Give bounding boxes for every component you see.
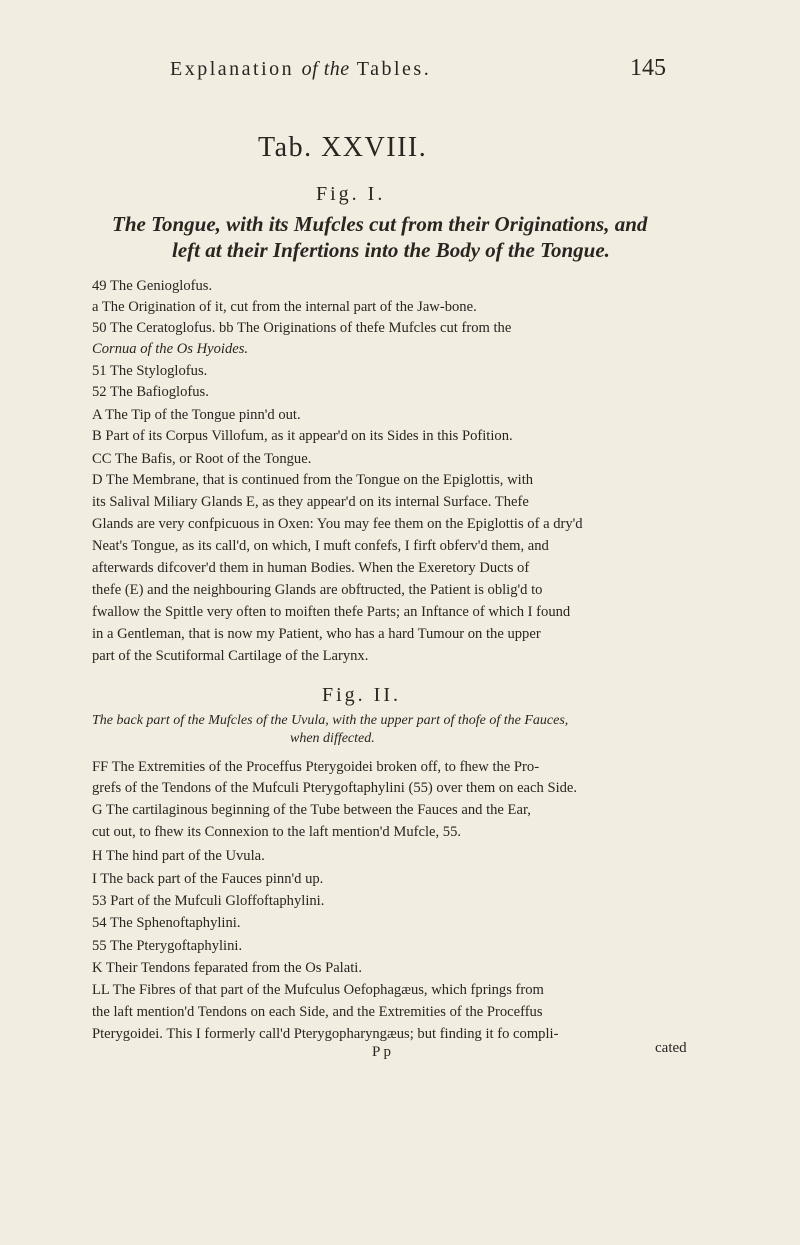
fig2-line-11: the laft mention'd Tendons on each Side, and the Extremities of the Proceffus	[92, 1004, 543, 1020]
fig1-line-2: 50 The Ceratoglofus. bb The Originations of thefe Mufcles cut from the	[92, 320, 512, 336]
fig2-title-line1: The back part of the Mufcles of the Uvula, with the upper part of thofe of the Fauces,	[92, 713, 569, 728]
header-right: Tables.	[356, 58, 432, 80]
fig2-line-12: Pterygoidei. This I formerly call'd Pterygopharyngæus; but finding it fo compli-	[92, 1026, 559, 1042]
fig1-line-12: Neat's Tongue, as its call'd, on which, I muft confefs, I firft obferv'd them, and	[92, 538, 549, 554]
table-title: Tab. XXVIII.	[258, 132, 428, 163]
header-of-the: of the	[301, 58, 350, 80]
fig1-line-5: 52 The Bafioglofus.	[92, 384, 209, 400]
fig1-line-11: Glands are very confpicuous in Oxen: You may fee them on the Epiglottis of a dry'd	[92, 516, 583, 532]
fig2-line-7: 54 The Sphenoftaphylini.	[92, 915, 241, 931]
page-number: 145	[630, 55, 666, 81]
fig2-line-5: I The back part of the Fauces pinn'd up.	[92, 871, 324, 887]
fig2-line-10: LL The Fibres of that part of the Mufculus Oefophagæus, which fprings from	[92, 982, 544, 998]
catchword: cated	[655, 1040, 687, 1056]
fig1-line-16: in a Gentleman, that is now my Patient, who has a hard Tumour on the upper	[92, 626, 541, 642]
fig1-line-17: part of the Scutiformal Cartilage of the Larynx.	[92, 648, 369, 664]
fig1-line-10: its Salival Miliary Glands E, as they appear'd on its internal Surface. Thefe	[92, 494, 529, 510]
fig2-line-0: FF The Extremities of the Proceffus Pterygoidei broken off, to fhew the Pro-	[92, 759, 540, 775]
fig2-line-3: cut out, to fhew its Connexion to the laft mention'd Mufcle, 55.	[92, 824, 462, 840]
fig1-line-4: 51 The Styloglofus.	[92, 363, 208, 379]
fig2-line-6: 53 Part of the Mufculi Gloffoftaphylini.	[92, 893, 325, 909]
fig1-label: Fig. I.	[316, 183, 386, 205]
fig1-line-9: D The Membrane, that is continued from the Tongue on the Epiglottis, with	[92, 472, 534, 488]
fig2-title-line2: when diffected.	[290, 731, 375, 746]
fig2-line-1: grefs of the Tendons of the Mufculi Pterygoftaphylini (55) over them on each Side.	[92, 780, 578, 796]
running-header	[170, 58, 431, 81]
fig2-label: Fig. II.	[322, 684, 401, 706]
fig1-line-8: CC The Bafis, or Root of the Tongue.	[92, 451, 312, 467]
fig1-title-line1: The Tongue, with its Mufcles cut from their Originations, and	[112, 212, 648, 236]
fig1-line-7: B Part of its Corpus Villofum, as it appear'd on its Sides in this Pofition.	[92, 428, 513, 444]
fig2-line-8: 55 The Pterygoftaphylini.	[92, 938, 243, 954]
fig1-line-6: A The Tip of the Tongue pinn'd out.	[92, 407, 301, 423]
header-left: Explanation	[170, 58, 295, 80]
fig1-line-3: Cornua of the Os Hyoides.	[92, 341, 249, 357]
fig2-line-9: K Their Tendons feparated from the Os Palati.	[92, 960, 362, 976]
fig1-line-1: a The Origination of it, cut from the internal part of the Jaw-bone.	[92, 299, 477, 315]
fig1-line-13: afterwards difcover'd them in human Bodies. When the Exeretory Ducts of	[92, 560, 530, 576]
fig1-title-line2: left at their Infertions into the Body of the Tongue.	[172, 238, 610, 262]
fig2-line-2: G The cartilaginous beginning of the Tube between the Fauces and the Ear,	[92, 802, 531, 818]
fig1-line-15: fwallow the Spittle very often to moiften thefe Parts; an Inftance of which I found	[92, 604, 571, 620]
fig2-line-4: H The hind part of the Uvula.	[92, 848, 265, 864]
fig1-line-0: 49 The Genioglofus.	[92, 278, 213, 294]
fig1-line-14: thefe (E) and the neighbouring Glands are obftructed, the Patient is oblig'd to	[92, 582, 543, 598]
signature-mark: P p	[372, 1044, 392, 1060]
